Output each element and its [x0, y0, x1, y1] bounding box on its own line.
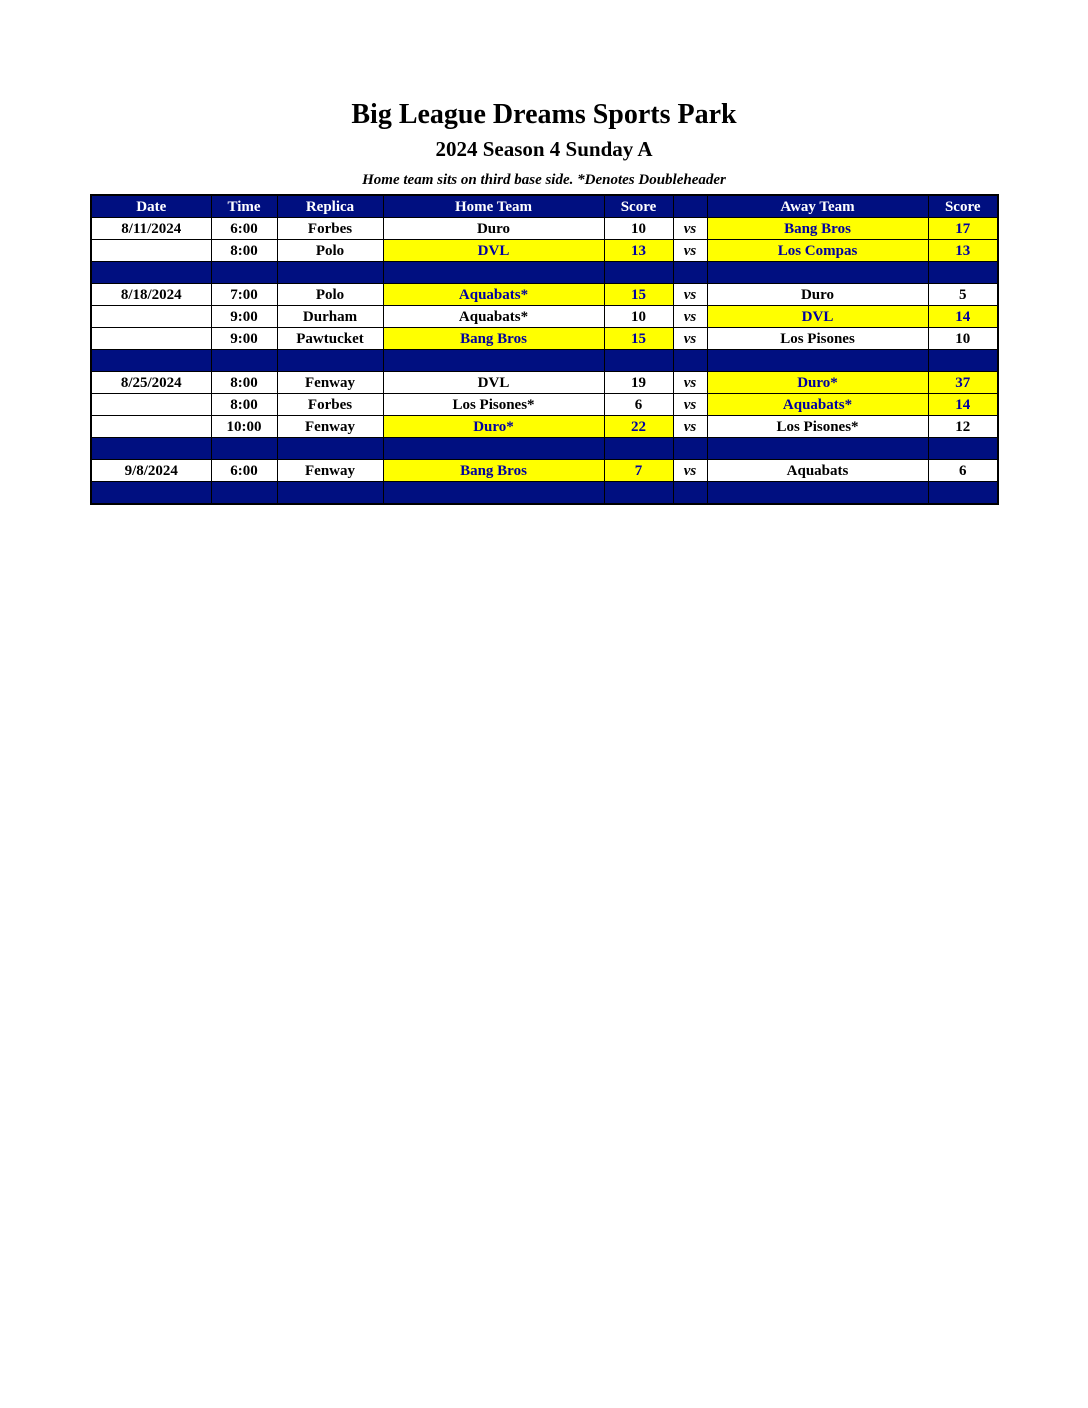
table-row [91, 372, 998, 394]
spacer-cell [277, 438, 383, 460]
cell-time: 8:00 [211, 394, 277, 416]
cell-time: 10:00 [211, 416, 277, 438]
table-row [91, 240, 998, 262]
spacer-cell [211, 262, 277, 284]
cell-vs: vs [673, 306, 707, 328]
cell-away-team: Duro* [707, 372, 928, 394]
spacer-cell [211, 438, 277, 460]
cell-away-score: 10 [928, 328, 998, 350]
cell-replica: Durham [277, 306, 383, 328]
cell-home-score: 10 [604, 218, 673, 240]
cell-home-score: 15 [604, 284, 673, 306]
column-header-date: Date [91, 195, 211, 218]
cell-home-score: 7 [604, 460, 673, 482]
cell-date [91, 306, 211, 328]
cell-home-team: Bang Bros [383, 460, 604, 482]
cell-time: 6:00 [211, 218, 277, 240]
spacer-cell [673, 482, 707, 505]
cell-vs: vs [673, 460, 707, 482]
spacer-cell [604, 262, 673, 284]
page-subtitle: 2024 Season 4 Sunday A [435, 137, 653, 161]
cell-replica: Fenway [277, 460, 383, 482]
cell-away-team: Los Pisones* [707, 416, 928, 438]
cell-replica: Pawtucket [277, 328, 383, 350]
cell-time: 7:00 [211, 284, 277, 306]
column-header-home-team: Home Team [383, 195, 604, 218]
cell-date [91, 328, 211, 350]
table-row [91, 416, 998, 438]
cell-replica: Fenway [277, 372, 383, 394]
schedule-note: Home team sits on third base side. *Denotes Doubleheader [362, 172, 726, 188]
cell-away-score: 13 [928, 240, 998, 262]
table-row [91, 284, 998, 306]
spacer-cell [91, 482, 211, 505]
column-header-vs [673, 195, 707, 218]
spacer-cell [604, 438, 673, 460]
cell-away-team: DVL [707, 306, 928, 328]
spacer-cell [928, 438, 998, 460]
cell-home-team: DVL [383, 240, 604, 262]
cell-away-team: Los Pisones [707, 328, 928, 350]
spacer-cell [91, 350, 211, 372]
cell-home-score: 10 [604, 306, 673, 328]
cell-away-team: Aquabats [707, 460, 928, 482]
cell-replica: Forbes [277, 394, 383, 416]
table-row [91, 306, 998, 328]
spacer-row [91, 262, 998, 284]
cell-replica: Forbes [277, 218, 383, 240]
cell-home-team: Aquabats* [383, 306, 604, 328]
schedule-table [90, 194, 999, 505]
cell-away-score: 14 [928, 394, 998, 416]
spacer-cell [91, 262, 211, 284]
table-row [91, 394, 998, 416]
spacer-row [91, 438, 998, 460]
column-header-away-score: Score [928, 195, 998, 218]
cell-home-score: 19 [604, 372, 673, 394]
cell-vs: vs [673, 416, 707, 438]
spacer-cell [707, 262, 928, 284]
spacer-cell [707, 482, 928, 505]
spacer-cell [383, 262, 604, 284]
column-header-home-score: Score [604, 195, 673, 218]
spacer-cell [707, 350, 928, 372]
spacer-cell [928, 262, 998, 284]
cell-vs: vs [673, 372, 707, 394]
cell-time: 6:00 [211, 460, 277, 482]
cell-time: 9:00 [211, 306, 277, 328]
spacer-cell [383, 350, 604, 372]
cell-home-team: Aquabats* [383, 284, 604, 306]
cell-home-team: Duro* [383, 416, 604, 438]
spacer-cell [604, 482, 673, 505]
cell-date [91, 416, 211, 438]
cell-away-team: Aquabats* [707, 394, 928, 416]
cell-date: 8/11/2024 [91, 218, 211, 240]
cell-vs: vs [673, 284, 707, 306]
spacer-cell [673, 262, 707, 284]
spacer-cell [707, 438, 928, 460]
cell-vs: vs [673, 328, 707, 350]
cell-away-score: 12 [928, 416, 998, 438]
cell-home-score: 13 [604, 240, 673, 262]
spacer-cell [277, 262, 383, 284]
cell-away-score: 37 [928, 372, 998, 394]
spacer-row [91, 482, 998, 505]
spacer-cell [383, 482, 604, 505]
spacer-cell [383, 438, 604, 460]
spacer-cell [928, 482, 998, 505]
cell-time: 8:00 [211, 240, 277, 262]
cell-date: 8/25/2024 [91, 372, 211, 394]
table-row [91, 460, 998, 482]
spacer-cell [604, 350, 673, 372]
column-header-away-team: Away Team [707, 195, 928, 218]
spacer-cell [91, 438, 211, 460]
table-header-row [91, 195, 998, 218]
spacer-cell [211, 482, 277, 505]
cell-replica: Fenway [277, 416, 383, 438]
spacer-cell [211, 350, 277, 372]
cell-away-team: Los Compas [707, 240, 928, 262]
cell-home-team: Los Pisones* [383, 394, 604, 416]
column-header-replica: Replica [277, 195, 383, 218]
cell-home-team: DVL [383, 372, 604, 394]
cell-away-team: Duro [707, 284, 928, 306]
cell-vs: vs [673, 218, 707, 240]
schedule-body [91, 218, 998, 505]
cell-home-team: Duro [383, 218, 604, 240]
cell-date: 9/8/2024 [91, 460, 211, 482]
cell-away-score: 17 [928, 218, 998, 240]
cell-away-team: Bang Bros [707, 218, 928, 240]
table-row [91, 218, 998, 240]
column-header-time: Time [211, 195, 277, 218]
cell-away-score: 6 [928, 460, 998, 482]
cell-date [91, 394, 211, 416]
spacer-cell [673, 350, 707, 372]
cell-vs: vs [673, 394, 707, 416]
spacer-row [91, 350, 998, 372]
cell-home-score: 22 [604, 416, 673, 438]
spacer-cell [673, 438, 707, 460]
cell-away-score: 5 [928, 284, 998, 306]
cell-time: 9:00 [211, 328, 277, 350]
cell-vs: vs [673, 240, 707, 262]
cell-away-score: 14 [928, 306, 998, 328]
cell-home-score: 15 [604, 328, 673, 350]
cell-date [91, 240, 211, 262]
cell-replica: Polo [277, 240, 383, 262]
cell-time: 8:00 [211, 372, 277, 394]
table-row [91, 328, 998, 350]
cell-date: 8/18/2024 [91, 284, 211, 306]
cell-home-score: 6 [604, 394, 673, 416]
spacer-cell [277, 350, 383, 372]
cell-home-team: Bang Bros [383, 328, 604, 350]
spacer-cell [277, 482, 383, 505]
cell-replica: Polo [277, 284, 383, 306]
page-title: Big League Dreams Sports Park [351, 99, 737, 130]
spacer-cell [928, 350, 998, 372]
